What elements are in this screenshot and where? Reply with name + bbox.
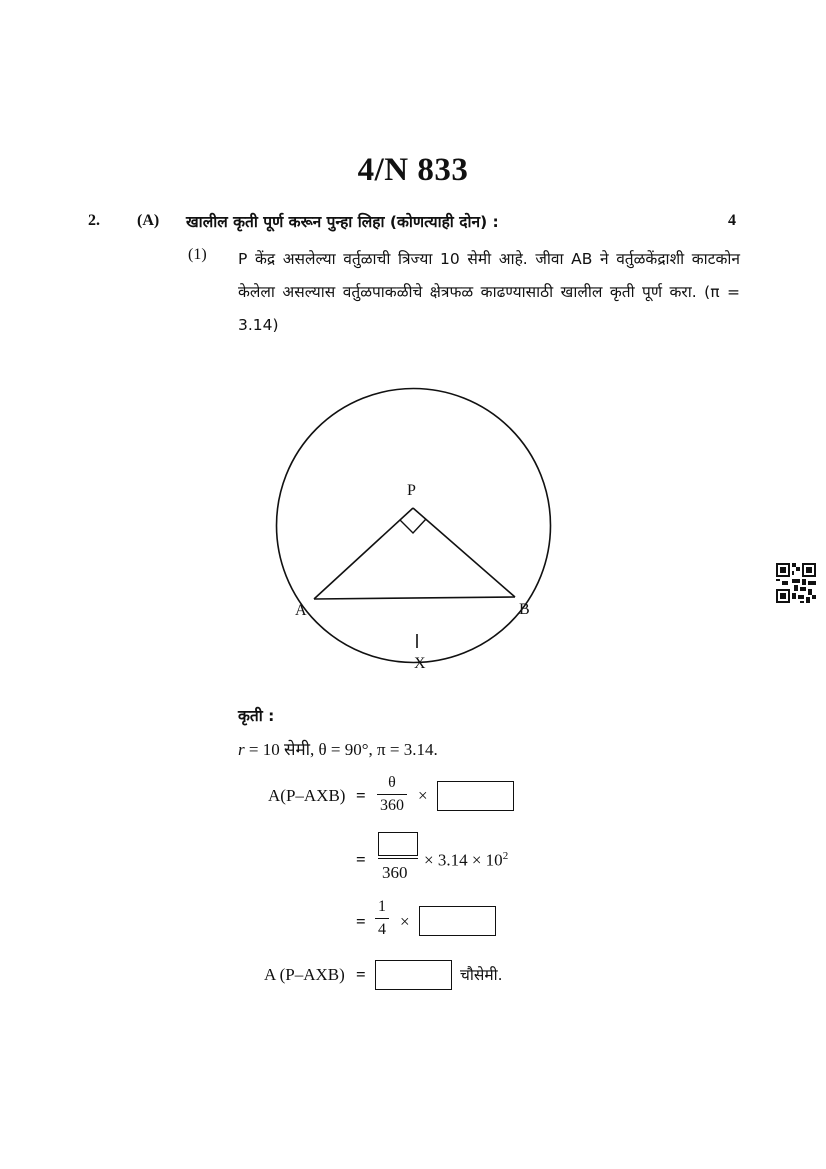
- line3-fraction: [375, 898, 389, 939]
- given-values-text: = 10 सेमी, θ = 90°, π = 3.14.: [244, 740, 438, 759]
- right-angle-mark: [400, 519, 426, 533]
- radius-pa: [314, 508, 413, 599]
- question-instruction: खालील कृती पूर्ण करून पुन्हा लिहा (कोणत्याही दोन) :: [186, 213, 499, 231]
- line2-tail-text: × 3.14 × 10: [424, 850, 503, 870]
- line2-equals: =: [356, 850, 366, 869]
- given-r-variable: r: [238, 740, 245, 759]
- line3-answer-box[interactable]: [419, 906, 496, 936]
- question-number: 2.: [88, 212, 100, 229]
- line3-denominator: 4: [378, 921, 386, 938]
- line4-lhs: A (P–AXB): [264, 965, 345, 984]
- line3-numerator: 1: [378, 898, 386, 915]
- line3-times: ×: [400, 912, 410, 931]
- sub-question-number: (1): [188, 246, 207, 263]
- line1-answer-box[interactable]: [437, 781, 514, 811]
- line3-equals: =: [356, 912, 366, 931]
- label-a: A: [295, 602, 307, 619]
- line1-times: ×: [418, 786, 428, 805]
- chord-ab: [314, 597, 515, 599]
- question-part: (A): [137, 212, 160, 229]
- label-b: B: [519, 601, 530, 618]
- line4-equals: =: [356, 965, 366, 984]
- line1-numerator: θ: [388, 774, 396, 791]
- line1-lhs: A(P–AXB): [268, 786, 346, 805]
- line1-equals: =: [356, 786, 366, 805]
- line4-answer-box[interactable]: [375, 960, 452, 990]
- activity-heading: कृती :: [238, 707, 275, 725]
- line2-fraction-bar: [378, 858, 418, 859]
- qr-code-icon: [776, 563, 816, 603]
- label-x: X: [414, 655, 426, 672]
- line1-fraction: [377, 774, 407, 815]
- given-values: [238, 737, 438, 760]
- line2-denominator: 360: [382, 863, 408, 882]
- radius-pb: [413, 508, 515, 597]
- sub-question-text: P केंद्र असलेल्या वर्तुळाची त्रिज्या 10 सेमी आहे. जीवा AB ने वर्तुळकेंद्राशी काटकोन केलेला असल्यास वर्तुळपाकळीचे क्षेत्रफळ काढण्यासाठी खालील कृती पूर्ण करा. (π = 3.14): [238, 250, 740, 334]
- line2-exponent: 2: [502, 850, 509, 862]
- question-marks: 4: [728, 212, 736, 229]
- line4-unit: चौसेमी.: [460, 966, 503, 984]
- line1-denominator: 360: [380, 797, 404, 814]
- label-p: P: [407, 482, 416, 499]
- line2-tail: [424, 850, 508, 871]
- page-title: 4/N 833: [357, 152, 469, 188]
- circle-figure: [260, 350, 570, 690]
- circle-outline: [277, 389, 551, 663]
- line2-numerator-box[interactable]: [378, 832, 418, 856]
